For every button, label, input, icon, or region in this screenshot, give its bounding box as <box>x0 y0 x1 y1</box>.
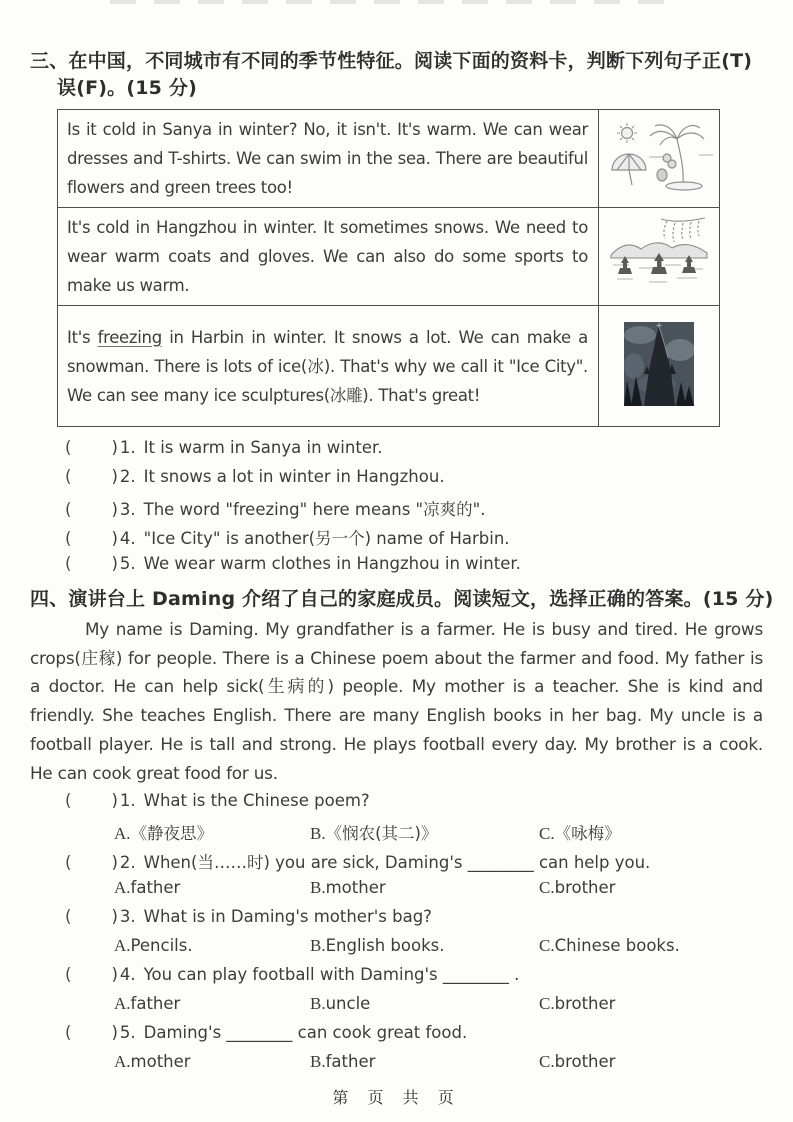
page-footer: 第 页 共 页 <box>332 1088 461 1107</box>
question-number: 4. <box>119 965 136 985</box>
option-letter: B. <box>310 994 326 1014</box>
mc-options-row-1 <box>30 820 763 849</box>
card-text-sanya <box>58 110 599 208</box>
tf-question-row-3 <box>30 496 763 525</box>
option-text: 《悯农(其二)》 <box>325 824 438 844</box>
card-text-pre: Is it cold in Sanya in winter? No, it isn't. It's warm. We can wear dresses and T-shirts. We can swim in the sea. There are beautiful flowers and green trees too! <box>67 120 588 197</box>
option-text: 《咏梅》 <box>554 824 621 844</box>
option-a <box>114 994 310 1014</box>
west-lake-scene-icon <box>609 215 709 295</box>
mc-options-row-5 <box>30 1052 763 1081</box>
mc-question-row-5 <box>30 1023 763 1052</box>
option-c <box>539 1052 763 1072</box>
option-a <box>114 878 310 898</box>
question-text: It is warm in Sanya in winter. <box>143 438 383 457</box>
option-letter: C. <box>539 824 555 844</box>
section4-heading: 四、演讲台上 Daming 介绍了自己的家庭成员。阅读短文，选择正确的答案。(15 分) <box>30 588 774 610</box>
beach-scene-icon <box>603 117 715 197</box>
mc-question-row-3 <box>30 907 763 936</box>
option-b <box>310 820 539 844</box>
tf-question-row-5 <box>30 554 763 583</box>
answer-paren-open: ( <box>65 965 72 985</box>
answer-paren-close: ) <box>111 529 118 548</box>
option-letter: C. <box>539 994 555 1014</box>
option-text: Pencils. <box>130 936 193 956</box>
mc-options-row-4 <box>30 994 763 1023</box>
answer-paren-open: ( <box>65 500 72 519</box>
answer-paren-open: ( <box>65 907 72 927</box>
option-text: 《静夜思》 <box>130 824 214 844</box>
option-text: brother <box>554 1052 616 1072</box>
question-text: We wear warm clothes in Hangzhou in winter. <box>143 554 521 573</box>
question-text: You can play football with Daming's ________ . <box>143 965 520 985</box>
option-text: Chinese books. <box>554 936 680 956</box>
question-number: 1. <box>119 791 136 811</box>
option-a <box>114 1052 310 1072</box>
answer-paren-close: ) <box>111 438 118 457</box>
question-number: 1. <box>119 438 136 457</box>
question-number: 3. <box>119 500 136 519</box>
option-letter: C. <box>539 936 555 956</box>
option-a <box>114 820 310 844</box>
card-text-pre: It's <box>67 327 98 347</box>
option-letter: B. <box>310 1052 326 1072</box>
option-letter: A. <box>114 878 131 898</box>
option-b <box>310 994 539 1014</box>
question-number: 5. <box>119 1023 136 1043</box>
card-text-pre: It's cold in Hangzhou in winter. It sometimes snows. We need to wear warm coats and gloves. We can also do some sports to make us warm. <box>67 218 588 295</box>
section3-heading <box>30 0 763 102</box>
question-text: It snows a lot in winter in Hangzhou. <box>143 467 445 486</box>
option-a <box>114 936 310 956</box>
option-b <box>310 1052 539 1072</box>
card-row-harbin <box>58 306 720 427</box>
reading-passage: My name is Daming. My grandfather is a farmer. He is busy and tired. He grows crops(庄稼) for people. There is a Chinese poem about the farmer and food. My father is a doctor. He can help sick(生病的) people. My mother is a teacher. She is kind and friendly. She teaches English. There are many English books in her bag. My uncle is a football player. He is tall and strong. He plays football every day. My brother is a cook. He can cook great food for us. <box>30 619 763 783</box>
question-text: Daming's ________ can cook great food. <box>143 1023 468 1043</box>
mc-question-row-2 <box>30 849 763 878</box>
reading-cards-table <box>57 109 720 427</box>
question-text: What is the Chinese poem? <box>143 791 370 811</box>
option-letter: A. <box>114 824 131 844</box>
mc-question-list <box>30 791 763 1081</box>
tf-question-row-1 <box>30 438 763 467</box>
section3-heading-line2: 误(F)。(15 分) <box>57 77 197 99</box>
option-letter: B. <box>310 878 326 898</box>
mc-question-row-4 <box>30 965 763 994</box>
option-letter: A. <box>114 1052 131 1072</box>
answer-paren-close: ) <box>111 554 118 573</box>
question-text: "Ice City" is another(另一个) name of Harbin. <box>143 529 510 548</box>
answer-paren-close: ) <box>111 467 118 486</box>
tf-question-row-2 <box>30 467 763 496</box>
answer-paren-open: ( <box>65 467 72 486</box>
question-text: When(当……时) you are sick, Daming's ________ can help you. <box>143 853 651 873</box>
answer-paren-close: ) <box>111 965 118 985</box>
option-c <box>539 820 763 844</box>
card-text-underlined: freezing <box>97 327 162 347</box>
option-letter: C. <box>539 878 555 898</box>
option-text: brother <box>554 994 616 1014</box>
card-text-hangzhou <box>58 208 599 306</box>
option-text: uncle <box>325 994 371 1014</box>
card-text-post: in Harbin in winter. It snows a lot. We can make a snowman. There is lots of ice(冰). That's why we call it "Ice City". We can see many ice sculptures(冰雕). That's great! <box>67 327 588 405</box>
option-c <box>539 994 763 1014</box>
section3-heading-line1: 三、在中国，不同城市有不同的季节性特征。阅读下面的资料卡，判断下列句子正(T) <box>30 50 753 72</box>
answer-paren-open: ( <box>65 438 72 457</box>
card-image-cell <box>599 208 720 306</box>
mc-options-row-2 <box>30 878 763 907</box>
option-text: father <box>325 1052 376 1072</box>
answer-paren-open: ( <box>65 1023 72 1043</box>
answer-paren-close: ) <box>111 791 118 811</box>
answer-paren-open: ( <box>65 791 72 811</box>
option-letter: A. <box>114 936 131 956</box>
option-text: father <box>130 878 181 898</box>
question-number: 5. <box>119 554 136 573</box>
mc-question-row-1 <box>30 791 763 820</box>
answer-paren-open: ( <box>65 554 72 573</box>
card-image-cell <box>599 306 720 427</box>
option-text: father <box>130 994 181 1014</box>
scan-artifact-top <box>110 0 670 4</box>
option-letter: A. <box>114 994 131 1014</box>
answer-paren-close: ) <box>111 500 118 519</box>
card-row-hangzhou <box>58 208 720 306</box>
option-c <box>539 936 763 956</box>
option-b <box>310 878 539 898</box>
option-letter: B. <box>310 936 326 956</box>
option-text: English books. <box>325 936 445 956</box>
answer-paren-close: ) <box>111 907 118 927</box>
question-number: 2. <box>119 467 136 486</box>
card-image-cell <box>599 110 720 208</box>
tf-question-list <box>30 438 763 583</box>
question-text: What is in Daming's mother's bag? <box>143 907 432 927</box>
question-number: 4. <box>119 529 136 548</box>
question-number: 2. <box>119 853 136 873</box>
option-text: mother <box>130 1052 191 1072</box>
answer-paren-close: ) <box>111 1023 118 1043</box>
option-text: mother <box>325 878 386 898</box>
question-number: 3. <box>119 907 136 927</box>
option-letter: C. <box>539 1052 555 1072</box>
card-text-harbin <box>58 306 599 427</box>
answer-paren-open: ( <box>65 853 72 873</box>
question-text: The word "freezing" here means "凉爽的". <box>143 500 486 519</box>
option-c <box>539 878 763 898</box>
answer-paren-close: ) <box>111 853 118 873</box>
option-b <box>310 936 539 956</box>
option-text: brother <box>554 878 616 898</box>
tf-question-row-4 <box>30 525 763 554</box>
mc-options-row-3 <box>30 936 763 965</box>
harbin-ice-castle-photo <box>624 322 694 406</box>
card-row-sanya <box>58 110 720 208</box>
answer-paren-open: ( <box>65 529 72 548</box>
option-letter: B. <box>310 824 326 844</box>
